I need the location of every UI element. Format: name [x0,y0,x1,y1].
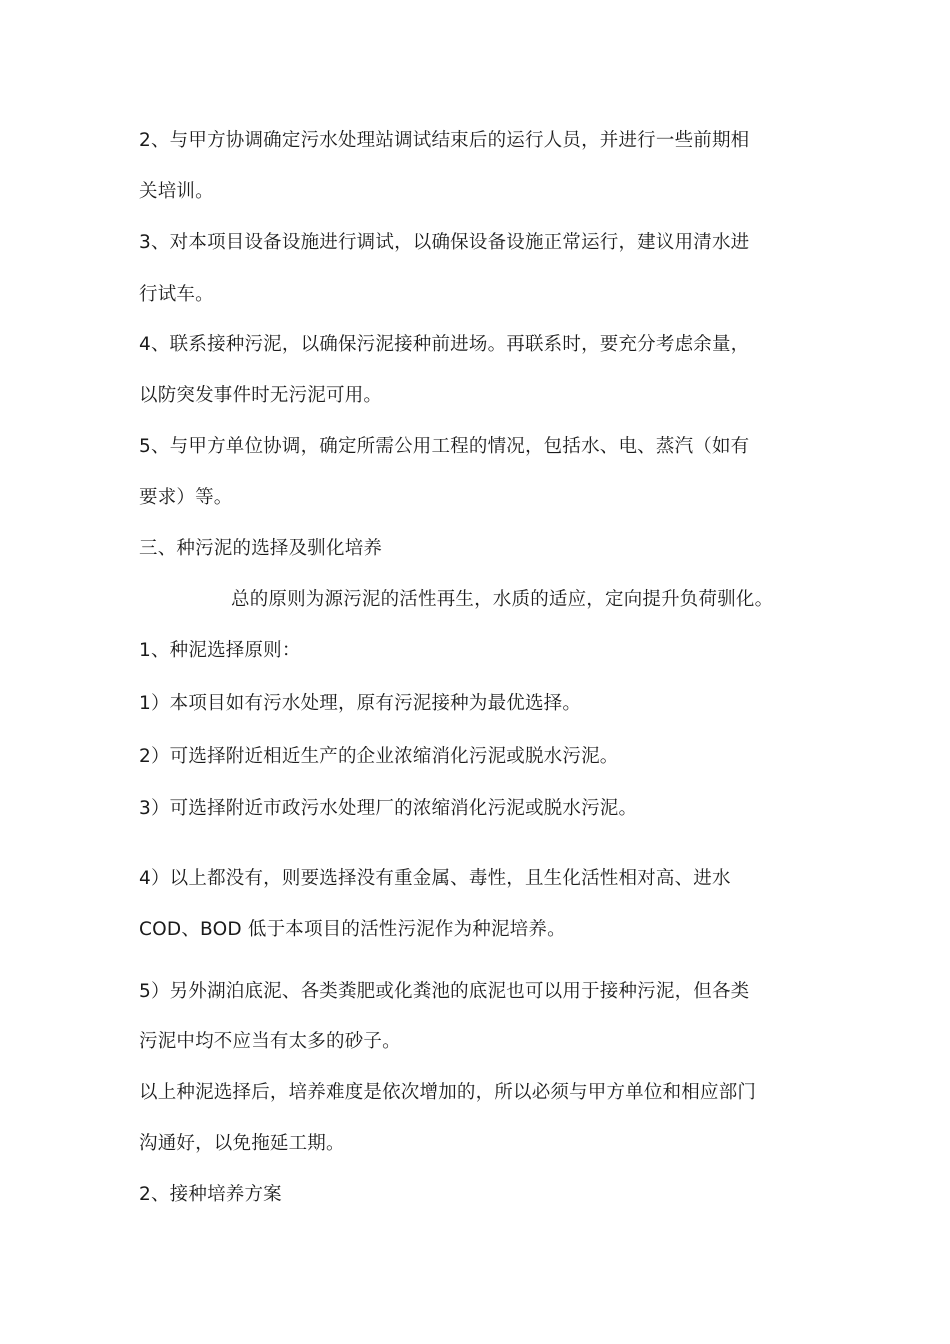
paragraph-line: 总的原则为源污泥的活性再生，水质的适应，定向提升负荷驯化。 [231,589,774,610]
paragraph-line: 3、对本项目设备设施进行调试，以确保设备设施正常运行，建议用清水进 [139,232,750,253]
paragraph-line: 4、联系接种污泥，以确保污泥接种前进场。再联系时，要充分考虑余量， [139,334,750,355]
list-item: 1）本项目如有污水处理，原有污泥接种为最优选择。 [139,693,582,714]
subsection-heading: 2、接种培养方案 [139,1184,282,1205]
paragraph-line: 5、与甲方单位协调，确定所需公用工程的情况，包括水、电、蒸汽（如有 [139,436,750,457]
list-item: 5）另外湖泊底泥、各类粪肥或化粪池的底泥也可以用于接种污泥，但各类 [139,981,750,1002]
paragraph-line: 2、与甲方协调确定污水处理站调试结束后的运行人员，并进行一些前期相 [139,130,750,151]
list-item: 2）可选择附近相近生产的企业浓缩消化污泥或脱水污泥。 [139,746,619,767]
paragraph-line: 行试车。 [139,284,214,305]
section-heading: 三、种污泥的选择及驯化培养 [139,538,383,559]
list-item: 污泥中均不应当有太多的砂子。 [139,1031,401,1052]
paragraph-line: 以防突发事件时无污泥可用。 [139,385,383,406]
paragraph-line: 沟通好，以免拖延工期。 [139,1133,345,1154]
paragraph-line: 以上种泥选择后，培养难度是依次增加的，所以必须与甲方单位和相应部门 [139,1082,757,1103]
list-item: 4）以上都没有，则要选择没有重金属、毒性，且生化活性相对高、进水 [139,868,731,889]
list-item: COD、BOD 低于本项目的活性污泥作为种泥培养。 [139,919,566,940]
paragraph-line: 关培训。 [139,181,214,202]
paragraph-line: 要求）等。 [139,487,233,508]
list-item: 3）可选择附近市政污水处理厂的浓缩消化污泥或脱水污泥。 [139,798,638,819]
subsection-heading: 1、种泥选择原则： [139,640,301,661]
